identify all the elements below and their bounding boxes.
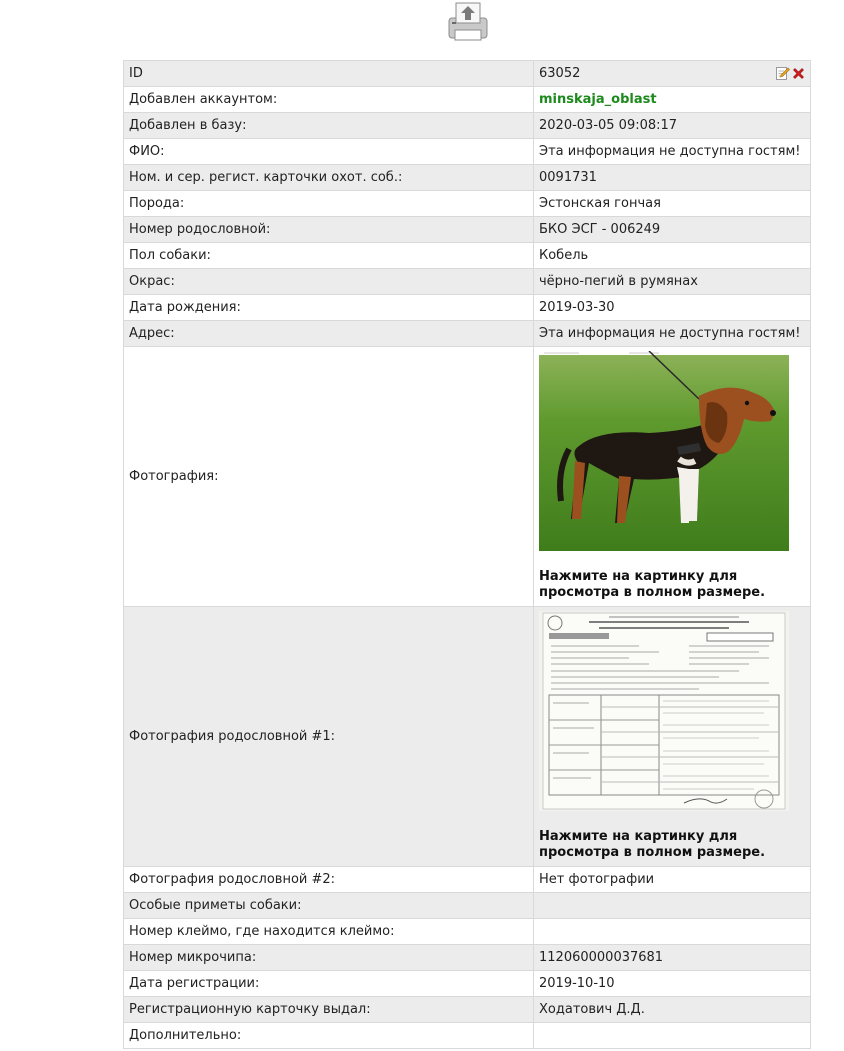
row-additional <box>124 1023 811 1049</box>
row-card-number <box>124 165 811 191</box>
label-added-by: Добавлен аккаунтом: <box>124 87 534 113</box>
label-pedigree-photo-2: Фотография родословной #2: <box>124 867 534 893</box>
row-brand-number <box>124 919 811 945</box>
row-sex <box>124 243 811 269</box>
row-added-by <box>124 87 811 113</box>
value-pedigree-photo-2: Нет фотографии <box>534 867 811 893</box>
value-breed: Эстонская гончая <box>534 191 811 217</box>
value-brand-number <box>534 919 811 945</box>
label-added-date: Добавлен в базу: <box>124 113 534 139</box>
value-photo <box>534 347 811 607</box>
value-card-number: 0091731 <box>534 165 811 191</box>
value-special-marks <box>534 893 811 919</box>
label-brand-number: Номер клеймо, где находится клеймо: <box>124 919 534 945</box>
row-pedigree-photo-1 <box>124 607 811 867</box>
pedigree-photo-hint: Нажмите на картинку для просмотра в полном размере. <box>539 829 766 860</box>
dog-info-table <box>123 60 811 1049</box>
label-birth-date: Дата рождения: <box>124 295 534 321</box>
label-microchip: Номер микрочипа: <box>124 945 534 971</box>
label-color: Окрас: <box>124 269 534 295</box>
row-microchip <box>124 945 811 971</box>
label-photo: Фотография: <box>124 347 534 607</box>
label-card-number: Ном. и сер. регист. карточки охот. соб.: <box>124 165 534 191</box>
value-sex: Кобель <box>534 243 811 269</box>
row-issued-by <box>124 997 811 1023</box>
row-id <box>124 61 811 87</box>
value-pedigree-photo-1 <box>534 607 811 867</box>
label-additional: Дополнительно: <box>124 1023 534 1049</box>
delete-icon[interactable] <box>791 66 806 81</box>
label-registration-date: Дата регистрации: <box>124 971 534 997</box>
label-breed: Порода: <box>124 191 534 217</box>
row-address <box>124 321 811 347</box>
label-address: Адрес: <box>124 321 534 347</box>
label-issued-by: Регистрационную карточку выдал: <box>124 997 534 1023</box>
row-pedigree-photo-2 <box>124 867 811 893</box>
label-special-marks: Особые приметы собаки: <box>124 893 534 919</box>
row-special-marks <box>124 893 811 919</box>
row-color <box>124 269 811 295</box>
label-id: ID <box>124 61 534 87</box>
photo-hint: Нажмите на картинку для просмотра в полном размере. <box>539 569 766 600</box>
row-photo <box>124 347 811 607</box>
row-birth-date <box>124 295 811 321</box>
value-additional <box>534 1023 811 1049</box>
pedigree-photo-link[interactable] <box>539 611 805 811</box>
dog-photo-link[interactable] <box>539 351 805 551</box>
value-fio: Эта информация не доступна гостям! <box>534 139 811 165</box>
pedigree-photo[interactable] <box>539 611 789 811</box>
value-pedigree-number: БКО ЭСГ - 006249 <box>534 217 811 243</box>
row-registration-date <box>124 971 811 997</box>
value-color: чёрно-пегий в румянах <box>534 269 811 295</box>
row-added-date <box>124 113 811 139</box>
record-actions <box>775 66 806 81</box>
dog-photo[interactable] <box>539 351 789 551</box>
account-link[interactable]: minskaja_oblast <box>539 92 657 107</box>
edit-icon[interactable] <box>775 66 790 81</box>
value-microchip: 112060000037681 <box>534 945 811 971</box>
value-issued-by: Ходатович Д.Д. <box>534 997 811 1023</box>
row-pedigree-number <box>124 217 811 243</box>
label-sex: Пол собаки: <box>124 243 534 269</box>
row-breed <box>124 191 811 217</box>
value-registration-date: 2019-10-10 <box>534 971 811 997</box>
id-value: 63052 <box>539 66 581 81</box>
value-added-date: 2020-03-05 09:08:17 <box>534 113 811 139</box>
value-id <box>534 61 811 87</box>
printer-icon[interactable] <box>446 0 490 44</box>
row-fio <box>124 139 811 165</box>
value-address: Эта информация не доступна гостям! <box>534 321 811 347</box>
print-area <box>446 0 490 44</box>
label-fio: ФИО: <box>124 139 534 165</box>
label-pedigree-photo-1: Фотография родословной #1: <box>124 607 534 867</box>
label-pedigree-number: Номер родословной: <box>124 217 534 243</box>
value-added-by <box>534 87 811 113</box>
value-birth-date: 2019-03-30 <box>534 295 811 321</box>
